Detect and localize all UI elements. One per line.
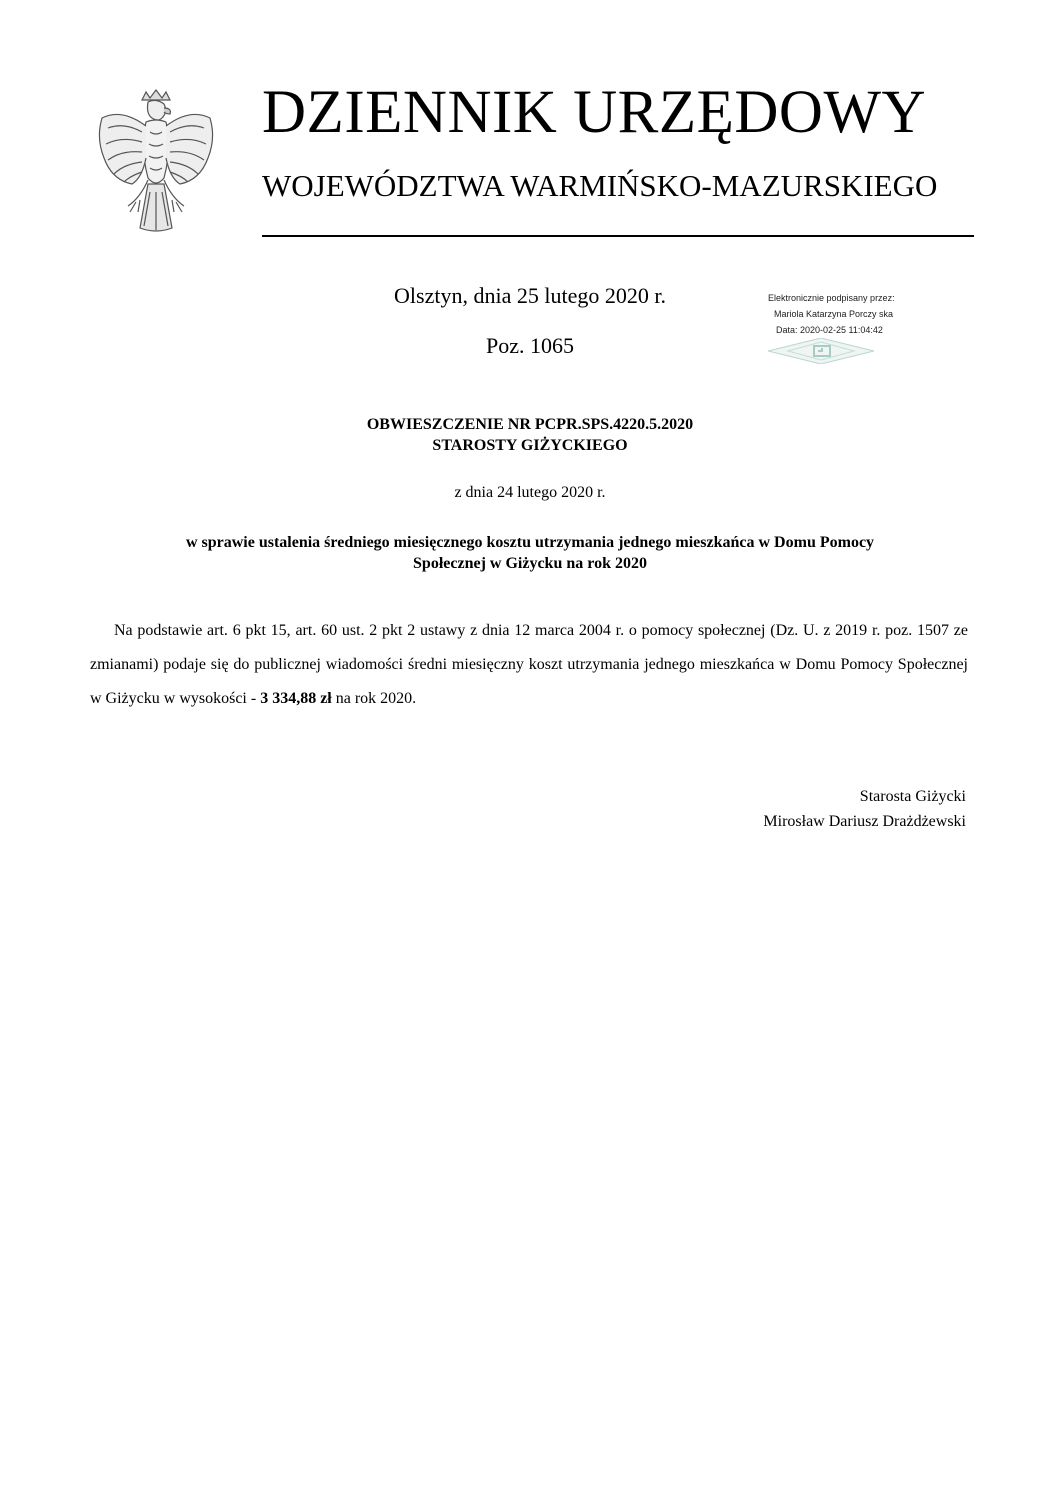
position-number: Poz. 1065	[486, 333, 574, 358]
signature-date: Data: 2020-02-25 11:04:42	[776, 325, 883, 335]
signature-check-icon	[768, 338, 874, 364]
notice-body	[90, 614, 968, 716]
subject-line-1: w sprawie ustalenia średniego miesięcznego kosztu utrzymania jednego mieszkańca w Domu Pomocy	[185, 534, 875, 551]
notice-heading	[60, 414, 1000, 456]
polish-eagle-emblem-icon	[92, 88, 220, 238]
header-divider	[262, 235, 974, 237]
signatory-role: Starosta Giżycki	[859, 788, 966, 805]
electronic-signature-block	[768, 290, 968, 338]
cost-amount: 3 334,88 zł	[260, 690, 332, 707]
notice-issuer: STAROSTY GIŻYCKIEGO	[432, 437, 628, 454]
signatory-name: Mirosław Dariusz Drażdżewski	[763, 813, 966, 830]
journal-title: DZIENNIK URZĘDOWY	[262, 79, 927, 146]
place-date: Olsztyn, dnia 25 lutego 2020 r.	[394, 283, 666, 308]
notice-subject	[60, 532, 1000, 574]
signature-label: Elektronicznie podpisany przez:	[768, 293, 895, 303]
signatory-block	[560, 784, 966, 834]
subject-line-2: Społecznej w Giżycku na rok 2020	[413, 555, 647, 572]
journal-subtitle: WOJEWÓDZTWA WARMIŃSKO-MAZURSKIEGO	[262, 168, 938, 203]
body-text-after: na rok 2020.	[331, 690, 417, 707]
body-text-before: Na podstawie art. 6 pkt 15, art. 60 ust. 2 pkt 2 ustawy z dnia 12 marca 2004 r. o pomocy społecznej (Dz. U. z 2019 r. poz. 1507 ze zmianami) podaje się do publicznej wiadomości średni miesięczny koszt utrzymania jednego mieszkańca w Domu Pomocy Społecznej w Giżycku w wysokości -	[90, 622, 968, 707]
notice-number: OBWIESZCZENIE NR PCPR.SPS.4220.5.2020	[366, 416, 694, 433]
notice-issue-date: z dnia 24 lutego 2020 r.	[454, 484, 606, 501]
signature-signer: Mariola Katarzyna Porczy ska	[774, 309, 894, 319]
